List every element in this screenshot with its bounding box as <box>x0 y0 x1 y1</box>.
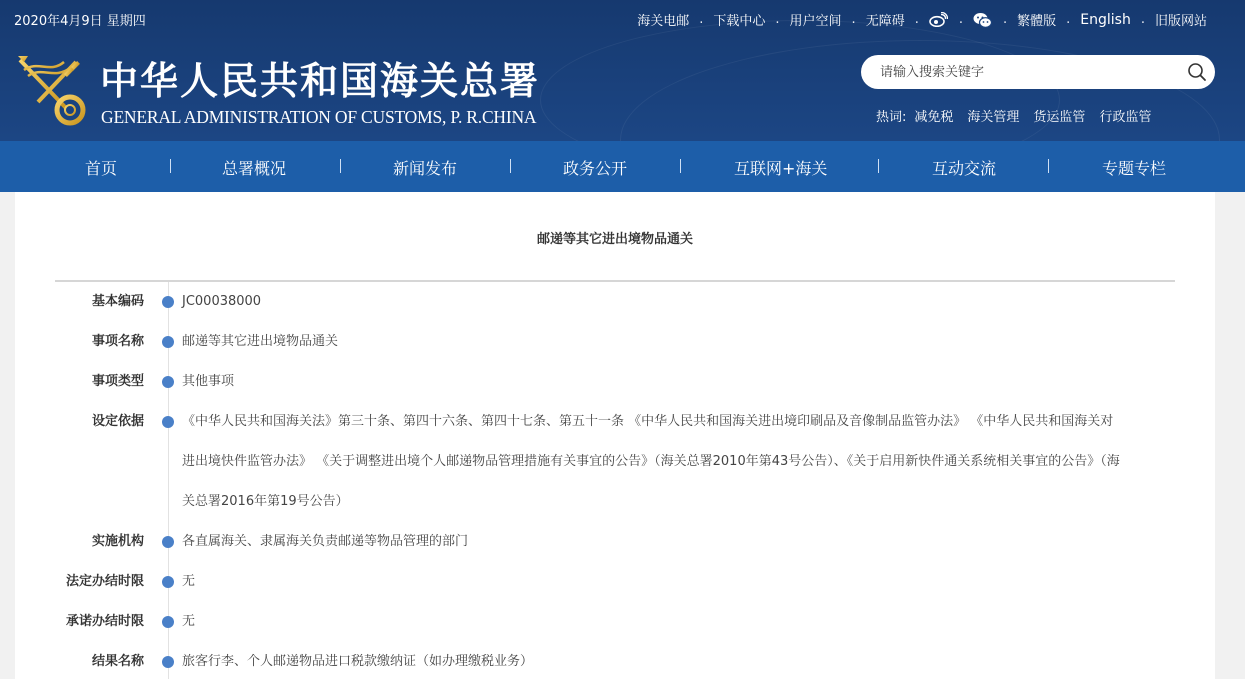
bullet-dot <box>162 536 174 548</box>
weibo-icon[interactable] <box>929 12 949 28</box>
search-icon[interactable] <box>1187 62 1207 82</box>
bullet-dot <box>162 376 174 388</box>
row-label: 事项名称 <box>91 334 144 349</box>
nav-item-internet-customs[interactable]: 互联网+海关 <box>734 159 828 178</box>
bullet-dot <box>162 616 174 628</box>
link-old-website[interactable]: 旧版网站 <box>1154 14 1207 29</box>
row-value: 《中华人民共和国海关法》第三十条、第四十六条、第四十七条、第五十一条 《中华人民共和国海关进出境印刷品及音像制品监管办法》 《中华人民共和国海关对进出境快件监管办法》 《关于调整进出境个人邮递物品管理措施有关事宜的公告》（海关总署2010年第43号公告）、《关于启用新快件通关系统相关事宜的公告》（海关总署2016年第19号公告） <box>182 414 1120 509</box>
hot-word[interactable]: 货运监管 <box>1033 110 1086 125</box>
row-label: 结果名称 <box>91 654 144 669</box>
search-box <box>861 55 1215 89</box>
row-value: JC00038000 <box>182 294 262 309</box>
row-label: 实施机构 <box>91 534 144 549</box>
hot-word[interactable]: 行政监管 <box>1099 110 1152 125</box>
nav-item-home[interactable]: 首页 <box>85 159 118 178</box>
bullet-dot <box>162 576 174 588</box>
link-accessibility[interactable]: 无障碍 <box>865 14 905 29</box>
wechat-icon[interactable] <box>973 12 993 28</box>
row-label: 事项类型 <box>91 374 144 389</box>
nav-item-news[interactable]: 新闻发布 <box>393 159 458 178</box>
link-customs-email[interactable]: 海关电邮 <box>637 14 690 29</box>
bullet-dot <box>162 416 174 428</box>
row-value: 其他事项 <box>182 374 235 389</box>
row-label: 法定办结时限 <box>65 574 144 589</box>
hot-word[interactable]: 减免税 <box>914 110 954 125</box>
row-label: 承诺办结时限 <box>65 614 144 629</box>
nav-item-special-topics[interactable]: 专题专栏 <box>1102 159 1167 178</box>
customs-emblem-icon[interactable] <box>14 52 88 128</box>
current-date: 2020年4月9日 星期四 <box>14 14 146 29</box>
separator-dot: . <box>775 12 780 27</box>
row-value: 各直属海关、隶属海关负责邮递等物品管理的部门 <box>182 534 469 549</box>
separator-dot: . <box>958 12 963 27</box>
separator-dot: . <box>914 12 919 27</box>
site-header <box>0 0 1245 141</box>
nav-item-government-affairs[interactable]: 政务公开 <box>563 159 628 178</box>
nav-separator <box>680 159 681 173</box>
main-content <box>15 192 1215 679</box>
site-title-cn[interactable]: 中华人民共和国海关总署 <box>100 58 541 103</box>
row-value: 无 <box>182 614 196 629</box>
nav-item-overview[interactable]: 总署概况 <box>222 159 287 178</box>
link-english[interactable]: English <box>1080 11 1131 28</box>
bullet-dot <box>162 296 174 308</box>
main-nav <box>0 141 1245 192</box>
separator-dot: . <box>1140 12 1145 27</box>
link-download-center[interactable]: 下载中心 <box>713 14 766 29</box>
separator-dot: . <box>699 12 704 27</box>
nav-separator <box>170 159 171 173</box>
site-title-en[interactable]: GENERAL ADMINISTRATION OF CUSTOMS, P. R.CHINA <box>101 107 537 127</box>
row-value: 旅客行李、个人邮递物品进口税款缴纳证（如办理缴税业务） <box>182 654 534 669</box>
nav-separator <box>340 159 341 173</box>
bullet-dot <box>162 336 174 348</box>
top-links-bar <box>637 10 1207 29</box>
nav-item-interaction[interactable]: 互动交流 <box>932 159 997 178</box>
bullet-dot <box>162 656 174 668</box>
row-label: 基本编码 <box>91 294 144 309</box>
hot-words-label: 热词: <box>876 110 907 125</box>
row-value: 邮递等其它进出境物品通关 <box>182 334 339 349</box>
link-user-space[interactable]: 用户空间 <box>789 14 842 29</box>
row-value: 无 <box>182 574 196 589</box>
separator-dot: . <box>851 12 856 27</box>
link-traditional-chinese[interactable]: 繁體版 <box>1017 14 1057 29</box>
separator-dot: . <box>1066 12 1071 27</box>
hot-word[interactable]: 海关管理 <box>967 110 1020 125</box>
row-label: 设定依据 <box>91 414 144 429</box>
nav-separator <box>510 159 511 173</box>
hot-words <box>876 106 1165 125</box>
separator-dot: . <box>1002 12 1008 27</box>
divider <box>55 280 1175 282</box>
nav-separator <box>1048 159 1049 173</box>
page-title: 邮递等其它进出境物品通关 <box>536 232 693 247</box>
nav-separator <box>878 159 879 173</box>
search-input[interactable] <box>880 62 1170 82</box>
